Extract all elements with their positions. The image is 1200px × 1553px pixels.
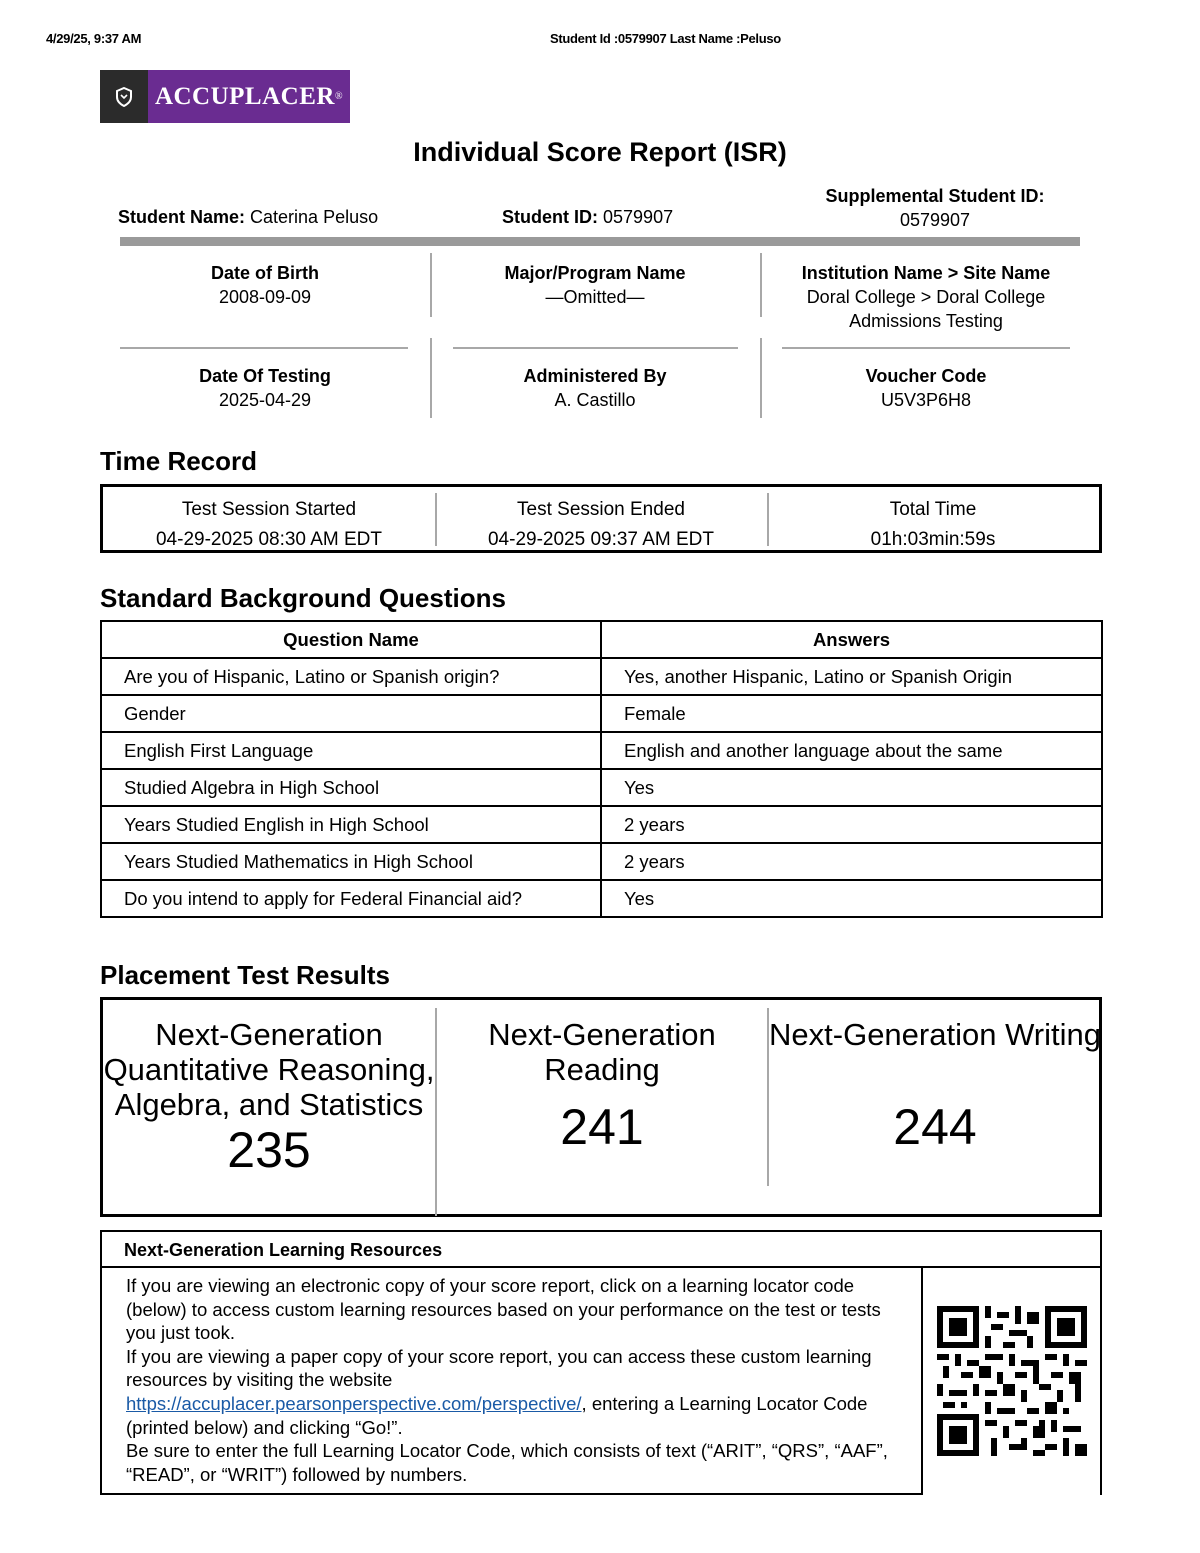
background-table bbox=[100, 620, 1103, 918]
test-date-cell bbox=[120, 364, 410, 412]
student-id bbox=[502, 207, 673, 228]
table-header-row bbox=[101, 621, 1102, 658]
student-name bbox=[118, 207, 378, 228]
reading-title-line1: Next-Generation bbox=[488, 1017, 716, 1052]
question-cell: Years Studied Mathematics in High School bbox=[101, 843, 601, 880]
print-student-line: Student Id :0579907 Last Name :Peluso bbox=[550, 31, 781, 46]
placement-results-box bbox=[100, 997, 1102, 1217]
registered-mark: ® bbox=[334, 91, 344, 102]
major-label: Major/Program Name bbox=[504, 263, 686, 283]
student-id-label: Student ID: bbox=[502, 207, 598, 227]
table-row bbox=[101, 658, 1102, 695]
shield-icon bbox=[100, 70, 148, 123]
student-name-value: Caterina Peluso bbox=[250, 207, 379, 227]
question-cell: English First Language bbox=[101, 732, 601, 769]
table-row bbox=[101, 843, 1102, 880]
reading-score: 241 bbox=[560, 1099, 644, 1155]
divider bbox=[782, 347, 1070, 349]
perspective-link[interactable]: https://accuplacer.pearsonperspective.com/perspective/ bbox=[126, 1392, 582, 1414]
supplemental-id bbox=[780, 184, 1090, 232]
writing-title: Next-Generation Writing bbox=[769, 1017, 1101, 1052]
total-time-label: Total Time bbox=[889, 499, 977, 520]
answer-cell: Female bbox=[601, 695, 1102, 732]
voucher-label: Voucher Code bbox=[865, 366, 987, 386]
answer-cell: English and another language about the same bbox=[601, 732, 1102, 769]
answer-column-header: Answers bbox=[601, 621, 1102, 658]
qas-title-line3: Algebra, and Statistics bbox=[114, 1087, 424, 1122]
reading-result bbox=[437, 1017, 767, 1155]
supplemental-id-label: Supplemental Student ID: bbox=[825, 186, 1045, 206]
dob-value: 2008-09-09 bbox=[218, 287, 312, 307]
writing-score: 244 bbox=[893, 1099, 977, 1155]
print-datetime: 4/29/25, 9:37 AM bbox=[46, 31, 142, 46]
divider bbox=[120, 347, 408, 349]
session-ended bbox=[435, 487, 767, 550]
time-record-box bbox=[100, 484, 1102, 553]
answer-cell: Yes bbox=[601, 769, 1102, 806]
session-started bbox=[103, 487, 435, 550]
question-cell: Are you of Hispanic, Latino or Spanish origin? bbox=[101, 658, 601, 695]
qas-title-line1: Next-Generation bbox=[155, 1017, 383, 1052]
test-date-label: Date Of Testing bbox=[199, 366, 331, 386]
answer-cell: Yes, another Hispanic, Latino or Spanish Origin bbox=[601, 658, 1102, 695]
major-value: —Omitted— bbox=[545, 287, 645, 307]
time-record-title: Time Record bbox=[100, 446, 258, 476]
student-id-value: 0579907 bbox=[603, 207, 674, 227]
learning-paragraph-electronic: If you are viewing an electronic copy of your score report, click on a learning locator code (below) to access custom learning resources based on your performance on the test or tests you just took. bbox=[126, 1275, 881, 1344]
qas-score: 235 bbox=[227, 1122, 311, 1178]
qas-result bbox=[103, 1017, 435, 1178]
accuplacer-logo bbox=[100, 70, 350, 123]
qas-title-line2: Quantitative Reasoning, bbox=[103, 1052, 435, 1087]
voucher-cell bbox=[776, 364, 1076, 412]
learning-paragraph-code-format: Be sure to enter the full Learning Locator Code, which consists of text (“ARIT”, “QRS”, “AAF”, “READ”, or “WRIT”) followed by numbers. bbox=[126, 1440, 888, 1485]
writing-result bbox=[769, 1017, 1101, 1155]
logo-text: ACCUPLACER bbox=[154, 82, 335, 110]
learning-paragraph-paper-text: If you are viewing a paper copy of your score report, you can access these custom learning resources by visiting the website bbox=[126, 1345, 872, 1391]
administered-by-cell bbox=[450, 364, 740, 412]
student-name-label: Student Name: bbox=[118, 207, 246, 227]
session-started-label: Test Session Started bbox=[181, 499, 357, 520]
supplemental-id-value: 0579907 bbox=[899, 210, 971, 230]
learning-paragraph-paper-text-2: , entering a Learning Locator Code (printed below) and clicking “Go!”. bbox=[126, 1392, 868, 1438]
total-time bbox=[767, 487, 1099, 550]
learning-paragraph-paper bbox=[126, 1345, 907, 1439]
table-row bbox=[101, 695, 1102, 732]
placement-title: Placement Test Results bbox=[100, 960, 390, 990]
dob-cell bbox=[120, 261, 410, 309]
table-row bbox=[101, 732, 1102, 769]
divider bbox=[760, 253, 762, 317]
administered-by-label: Administered By bbox=[523, 366, 667, 386]
answer-cell: Yes bbox=[601, 880, 1102, 917]
answer-cell: 2 years bbox=[601, 806, 1102, 843]
session-ended-value: 04-29-2025 09:37 AM EDT bbox=[487, 529, 715, 550]
major-cell bbox=[450, 261, 740, 309]
table-row bbox=[101, 880, 1102, 917]
session-started-value: 04-29-2025 08:30 AM EDT bbox=[155, 529, 383, 550]
total-time-value: 01h:03min:59s bbox=[870, 529, 996, 550]
divider bbox=[430, 253, 432, 317]
divider bbox=[1100, 1266, 1102, 1495]
answer-cell: 2 years bbox=[601, 843, 1102, 880]
report-title: Individual Score Report (ISR) bbox=[413, 137, 787, 167]
background-title: Standard Background Questions bbox=[100, 583, 506, 613]
divider bbox=[120, 237, 1080, 246]
question-cell: Studied Algebra in High School bbox=[101, 769, 601, 806]
table-row bbox=[101, 769, 1102, 806]
reading-title-line2: Reading bbox=[544, 1052, 660, 1087]
dob-label: Date of Birth bbox=[211, 263, 319, 283]
question-cell: Gender bbox=[101, 695, 601, 732]
learning-resources-title: Next-Generation Learning Resources bbox=[100, 1230, 1102, 1268]
institution-cell bbox=[776, 261, 1076, 333]
session-ended-label: Test Session Ended bbox=[517, 499, 685, 520]
table-row bbox=[101, 806, 1102, 843]
question-cell: Years Studied English in High School bbox=[101, 806, 601, 843]
institution-label: Institution Name > Site Name bbox=[801, 263, 1051, 283]
learning-resources-body bbox=[100, 1266, 923, 1495]
qr-code-icon[interactable] bbox=[937, 1306, 1087, 1456]
question-column-header: Question Name bbox=[101, 621, 601, 658]
divider bbox=[430, 338, 432, 418]
question-cell: Do you intend to apply for Federal Financial aid? bbox=[101, 880, 601, 917]
test-date-value: 2025-04-29 bbox=[218, 390, 312, 410]
divider bbox=[453, 347, 738, 349]
institution-value-line2: Admissions Testing bbox=[849, 311, 1003, 331]
institution-value-line1: Doral College > Doral College bbox=[806, 287, 1046, 307]
divider bbox=[760, 338, 762, 418]
administered-by-value: A. Castillo bbox=[554, 390, 636, 410]
voucher-value: U5V3P6H8 bbox=[880, 390, 972, 410]
